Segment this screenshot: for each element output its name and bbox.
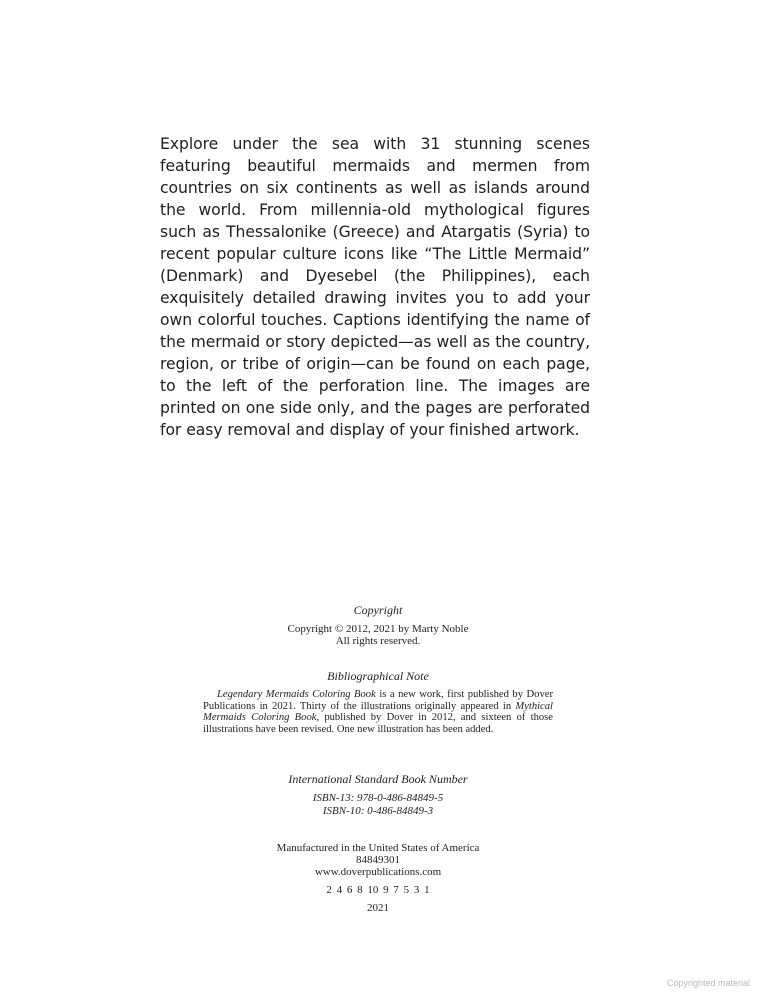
- manufactured-line: Manufactured in the United States of America: [276, 842, 480, 854]
- bibliographical-note-text: [203, 689, 553, 736]
- year: 2021: [367, 902, 389, 914]
- original-book-title: Mythical Mermaids Coloring Book: [203, 700, 553, 724]
- rights-reserved: All rights reserved.: [335, 635, 421, 647]
- book-title: Legendary Mermaids Coloring Book: [217, 689, 376, 700]
- copyright-line: Copyright © 2012, 2021 by Marty Noble: [287, 623, 469, 635]
- printing-line: 2 4 6 8 10 9 7 5 3 1: [326, 884, 430, 896]
- product-code: 84849301: [356, 854, 400, 866]
- isbn-heading: International Standard Book Number: [288, 772, 468, 786]
- isbn-10: ISBN-10: 0-486-84849-3: [322, 805, 434, 817]
- website: www.doverpublications.com: [314, 866, 442, 878]
- copyright-heading: Copyright: [353, 603, 403, 617]
- note-text-part2: , published by Dover in 2012, and sixteen of those illustrations have been revised. One new illustration has been added.: [203, 712, 553, 736]
- isbn-13: ISBN-13: 978-0-486-84849-5: [312, 792, 444, 804]
- description-paragraph: Explore under the sea with 31 stunning scenes featuring beautiful mermaids and mermen from countries on six continents as well as islands around the world. From millennia-old mythological figures such as Thessalonike (Greece) and Atargatis (Syria) to recent popular culture icons like “The Little Mermaid” (Denmark) and Dyesebel (the Philippines), each exquisitely detailed drawing invites you to add your own colorful touches. Captions identifying the name of the mermaid or story depicted—as well as the country, region, or tribe of origin—can be found on each page, to the left of the perforation line. The images are printed on one side only, and the pages are perforated for easy removal and display of your finished artwork.: [160, 135, 590, 439]
- note-text-part1: is a new work, first published by Dover Publications in 2021. Thirty of the illustrations originally appeared in: [203, 689, 553, 712]
- watermark: Copyrighted material: [666, 978, 750, 988]
- bibliographical-note-heading: Bibliographical Note: [327, 669, 429, 683]
